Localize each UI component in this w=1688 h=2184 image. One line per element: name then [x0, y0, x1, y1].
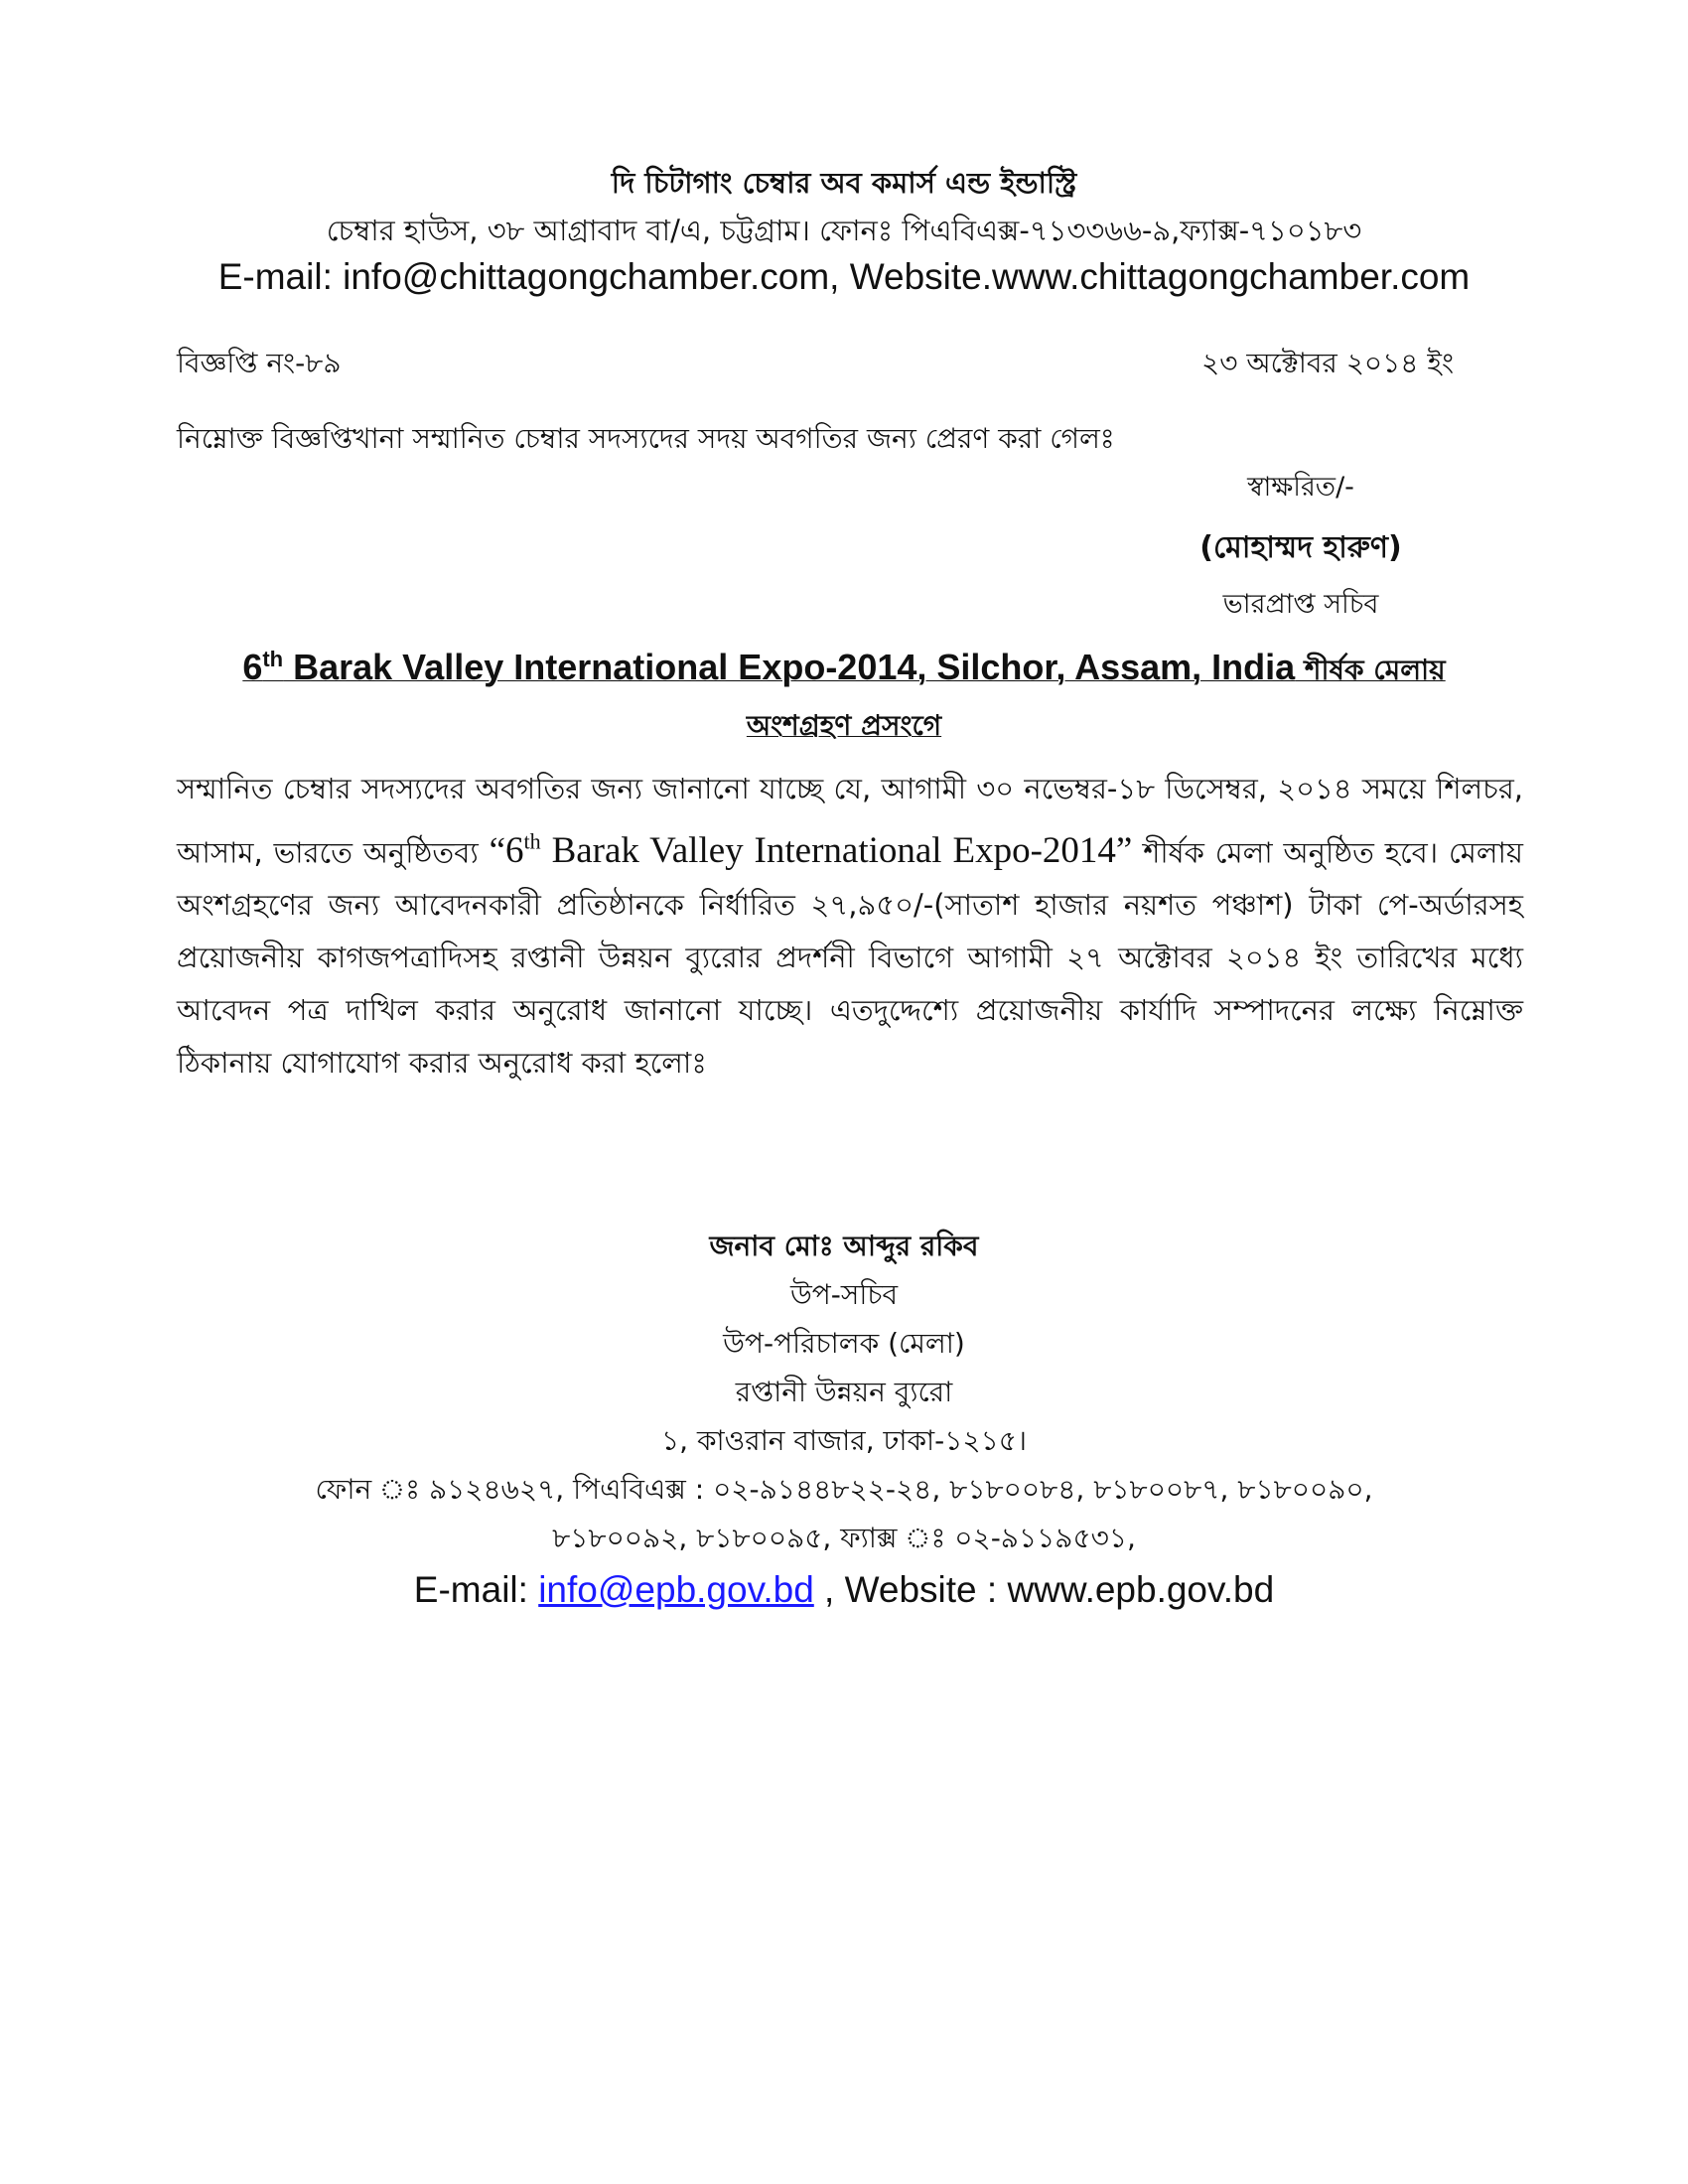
signature-block	[1152, 467, 1450, 629]
subject-ordinal-suffix: th	[262, 647, 284, 671]
email-label: E-mail:	[413, 1569, 539, 1610]
organization-contact: E-mail: info@chittagongchamber.com, Website.www.chittagongchamber.com	[217, 256, 1471, 297]
contact-office: রপ্তানী উন্নয়ন ব্যুরো	[735, 1376, 953, 1408]
website-text: , Website : www.epb.gov.bd	[813, 1569, 1275, 1610]
expo-name-open: “6	[489, 830, 524, 872]
subject-heading	[159, 634, 1529, 756]
notice-date: ২৩ অক্টোবর ২০১৪ ইং	[1201, 347, 1454, 379]
expo-name-rest: Barak Valley International Expo-2014”	[540, 830, 1133, 872]
notice-number: বিজ্ঞপ্তি নং-৮৯	[177, 347, 342, 379]
contact-email-line	[0, 1564, 1688, 1616]
subject-title-english: Barak Valley International Expo-2014, Silchor, Assam, India	[283, 647, 1296, 687]
body-part-1: সম্মানিত চেম্বার সদস্যদের অবগতির জন্য জানানো যাচ্ছে যে, আগামী ৩০ নভেম্বর-১৮ ডিসেম্বর, ২০১৪ সময়ে শিলচর, আসাম, ভারতে অনুষ্ঠিতব্য	[177, 772, 1523, 870]
expo-ordinal-suffix: th	[523, 829, 541, 854]
organization-name: দি চিটাগাং চেম্বার অব কমার্স এন্ড ইন্ডাস্ট্রি	[611, 166, 1077, 200]
contact-designation-1: উপ-সচিব	[789, 1278, 899, 1311]
contact-phones-1: ফোন ঃ ৯১২৪৬২৭, পিএবিএক্স : ০২-৯১৪৪৮২২-২৪, ৮১৮০০৮৪, ৮১৮০০৮৭, ৮১৮০০৯০,	[315, 1473, 1373, 1506]
forward-statement: নিম্নোক্ত বিজ্ঞপ্তিখানা সম্মানিত চেম্বার সদস্যদের সদয় অবগতির জন্য প্রেরণ করা গেলঃ	[177, 422, 1115, 455]
signer-name: (মোহাম্মদ হারুণ)	[1199, 530, 1402, 565]
organization-address: চেম্বার হাউস, ৩৮ আগ্রাবাদ বা/এ, চট্টগ্রাম। ফোনঃ পিএবিএক্স-৭১৩৩৬৬-৯,ফ্যাক্স-৭১০১৮৩	[326, 214, 1362, 247]
signer-title: ভারপ্রাপ্ত সচিব	[1222, 589, 1379, 620]
email-link[interactable]: info@epb.gov.bd	[538, 1569, 814, 1610]
contact-block	[0, 1222, 1688, 1616]
expo-name	[490, 830, 1133, 871]
contact-address: ১, কাওরান বাজার, ঢাকা-১২১৫।	[661, 1424, 1027, 1457]
contact-designation-2: উপ-পরিচালক (মেলা)	[723, 1327, 965, 1360]
subject-title-bangla: শীর্ষক মেলায়	[1295, 654, 1446, 686]
contact-name: জনাব মোঃ আব্দুর রকিব	[709, 1230, 979, 1262]
notice-body	[177, 763, 1523, 1090]
contact-phones-2: ৮১৮০০৯২, ৮১৮০০৯৫, ফ্যাক্স ঃ ০২-৯১১৯৫৩১,	[552, 1522, 1136, 1554]
subject-ordinal-number: 6	[242, 647, 263, 687]
signed-label: স্বাক্ষরিত/-	[1247, 472, 1354, 503]
subject-ordinal	[242, 647, 283, 687]
body-part-2: শীর্ষক মেলা অনুষ্ঠিত হবে। মেলায় অংশগ্রহণের জন্য আবেদনকারী প্রতিষ্ঠানকে নির্ধারিত ২৭,৯৫০/-(সাতাশ হাজার নয়শত পঞ্চাশ) টাকা পে-অর্ডারসহ প্রয়োজনীয় কাগজপত্রাদিসহ রপ্তানী উন্নয়ন ব্যুরোর প্রদর্শনী বিভাগে আগামী ২৭ অক্টোবর ২০১৪ ইং তারিখের মধ্যে আবেদন পত্র দাখিল করার অনুরোধ জানানো যাচ্ছে। এতদুদ্দেশ্যে প্রয়োজনীয় কার্যাদি সম্পাদনের লক্ষ্যে নিম্নোক্ত ঠিকানায় যোগাযোগ করার অনুরোধ করা হলোঃ	[177, 835, 1523, 1081]
subject-title-bangla-line2: অংশগ্রহণ প্রসংগে	[746, 709, 942, 742]
